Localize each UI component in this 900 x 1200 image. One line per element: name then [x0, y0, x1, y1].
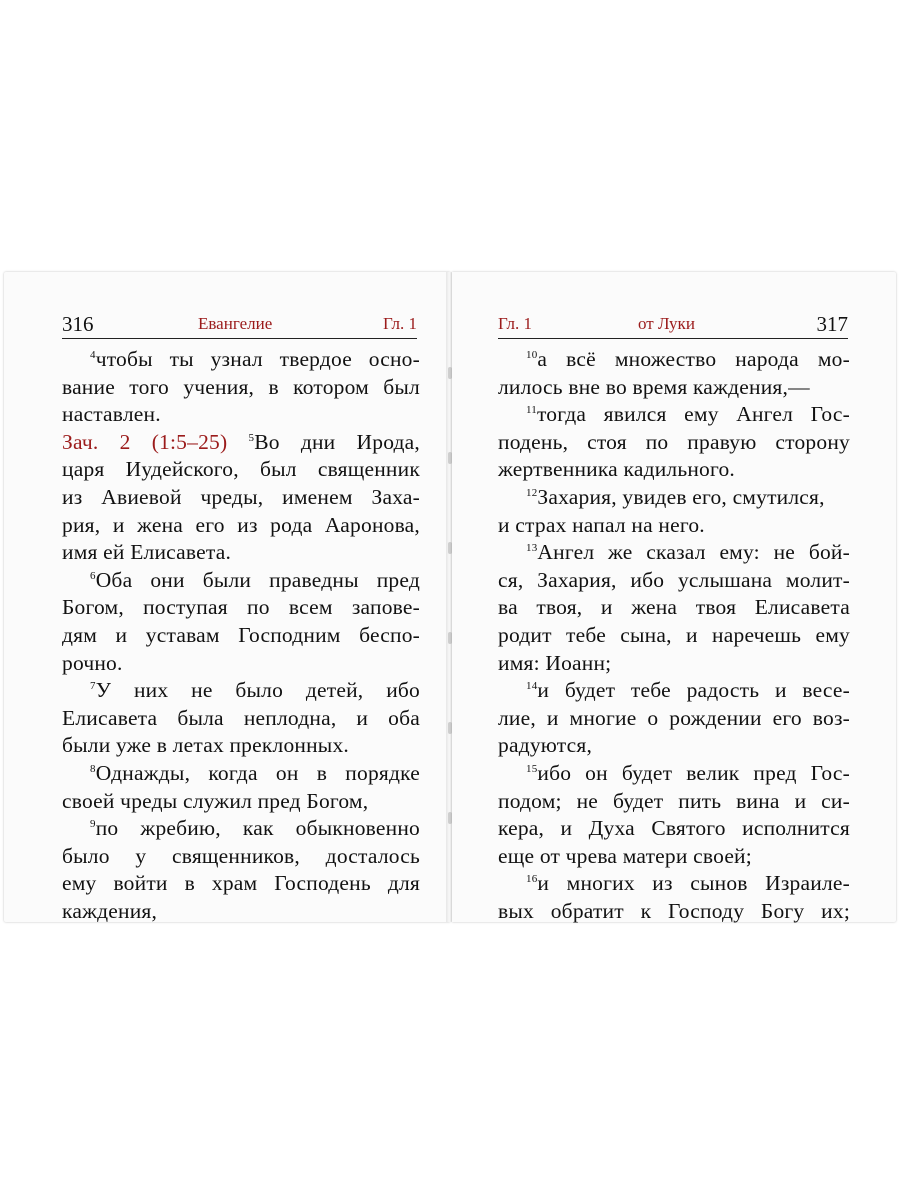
- verse-text: радуются,: [498, 733, 593, 758]
- text-line: [62, 374, 420, 402]
- verse-text: Во дни Ирода,: [254, 429, 420, 454]
- text-line: [62, 760, 420, 788]
- verse-number: 10: [526, 349, 538, 361]
- text-line: [62, 843, 420, 871]
- left-page: [4, 272, 450, 922]
- verse-text: ибо он будет велик пред Гос-: [537, 760, 850, 785]
- verse-text: лие, и многие о рождении его воз-: [498, 705, 850, 730]
- text-line: [498, 374, 850, 402]
- verse-text: имя: Иоанн;: [498, 650, 612, 675]
- text-line: [62, 484, 420, 512]
- verse-text: имя ей Елисавета.: [62, 540, 232, 565]
- text-line: [498, 870, 850, 898]
- verse-text: и многих из сынов Израиле-: [537, 871, 850, 896]
- text-line: [62, 539, 420, 567]
- verse-text: были уже в летах преклонных.: [62, 733, 349, 758]
- running-title: от Луки: [638, 314, 695, 333]
- verse-text: Ангел же сказал ему: не бой-: [537, 540, 850, 565]
- verse-text: подень, стоя по правую сторону: [498, 429, 850, 454]
- text-line: [498, 567, 850, 595]
- verse-text: жертвенника кадильного.: [498, 457, 736, 482]
- left-page-header: [62, 308, 417, 339]
- text-line: [498, 622, 850, 650]
- verse-number: 13: [526, 542, 538, 555]
- verse-text: своей чреды служил пред Богом,: [62, 788, 369, 813]
- verse-text: ва твоя, и жена твоя Елисавета: [498, 595, 850, 620]
- verse-text: чтобы ты узнал твердое осно-: [95, 347, 420, 371]
- text-line: [498, 705, 850, 733]
- right-page: [452, 272, 896, 922]
- text-line: [498, 346, 850, 374]
- text-line: [62, 870, 420, 898]
- verse-text: еще от чрева матери своей;: [498, 843, 752, 868]
- text-line: [498, 732, 850, 760]
- text-line: [62, 567, 420, 595]
- verse-text: тогда явился ему Ангел Гос-: [537, 402, 850, 427]
- zachalo-reading-label: Зач. 2 (1:5–25): [62, 429, 249, 454]
- text-line: [498, 429, 850, 457]
- verse-number: 12: [526, 486, 538, 499]
- text-line: [62, 788, 420, 816]
- verse-text: рочно.: [62, 650, 123, 675]
- page-number: 316: [62, 312, 94, 336]
- verse-text: дям и уставам Господним беспо-: [62, 622, 420, 647]
- text-line: [498, 594, 850, 622]
- page-number: 317: [816, 312, 848, 336]
- verse-number: 8: [90, 762, 96, 775]
- verse-text: кера, и Духа Святого исполнится: [498, 816, 850, 841]
- verse-text: а всё множество народа мо-: [537, 347, 850, 371]
- verse-text: Однажды, когда он в порядке: [95, 760, 420, 785]
- verse-text: царя Иудейского, был священник: [62, 457, 420, 482]
- verse-number: 16: [526, 873, 538, 886]
- verse-text: лилось вне во время каждения,—: [498, 374, 810, 399]
- verse-text: рия, и жена его из рода Ааронова,: [62, 512, 420, 537]
- text-line: [62, 622, 420, 650]
- verse-number: 4: [90, 349, 96, 361]
- text-line: [62, 650, 420, 678]
- text-line: [62, 815, 420, 843]
- text-line: [62, 429, 420, 457]
- text-line: [498, 539, 850, 567]
- verse-text: каждения,: [62, 898, 158, 923]
- verse-text: по жребию, как обыкновенно: [95, 816, 420, 841]
- verse-number: 9: [90, 818, 96, 831]
- text-line: [498, 456, 850, 484]
- verse-text: было у священников, досталось: [62, 843, 420, 868]
- verse-text: Захария, увидев его, смутился,: [537, 484, 825, 509]
- verse-text: Елисавета была неплодна, и оба: [62, 705, 420, 730]
- verse-text: наставлен.: [62, 402, 161, 427]
- verse-text: подом; не будет пить вина и си-: [498, 788, 850, 813]
- chapter-label: Гл. 1: [498, 314, 533, 333]
- right-page-header: [498, 308, 848, 339]
- text-line: [62, 898, 420, 926]
- text-line: [498, 788, 850, 816]
- verse-number: 11: [526, 404, 537, 417]
- text-line: [62, 346, 420, 374]
- text-line: [498, 512, 850, 540]
- verse-number: 14: [526, 680, 538, 693]
- verse-text: ему войти в храм Господень для: [62, 871, 420, 896]
- text-line: [62, 732, 420, 760]
- text-line: [62, 512, 420, 540]
- verse-number: 7: [90, 680, 96, 693]
- verse-text: У них не было детей, ибо: [95, 678, 420, 703]
- text-line: [498, 815, 850, 843]
- chapter-label: Гл. 1: [382, 314, 417, 333]
- text-line: [62, 401, 420, 429]
- verse-number: 6: [90, 569, 96, 582]
- verse-text: Оба они были праведны пред: [95, 567, 420, 592]
- text-line: [498, 843, 850, 871]
- text-line: [498, 677, 850, 705]
- verse-text: ся, Захария, ибо услышана молит-: [498, 567, 850, 592]
- right-page-text: [498, 346, 850, 925]
- verse-text: и страх напал на него.: [498, 512, 705, 537]
- text-line: [498, 484, 850, 512]
- verse-text: из Авиевой чреды, именем Заха-: [62, 484, 420, 509]
- text-line: [498, 898, 850, 926]
- verse-text: родит тебе сына, и наречешь ему: [498, 622, 850, 647]
- text-line: [498, 760, 850, 788]
- text-line: [62, 456, 420, 484]
- running-title: Евангелие: [198, 314, 273, 333]
- verse-number: 15: [526, 762, 538, 775]
- text-line: [62, 705, 420, 733]
- verse-text: Богом, поступая по всем запове-: [62, 595, 420, 620]
- verse-text: и будет тебе радость и весе-: [537, 678, 850, 703]
- open-book: [0, 272, 900, 930]
- text-line: [62, 677, 420, 705]
- text-line: [498, 650, 850, 678]
- text-line: [62, 594, 420, 622]
- text-line: [498, 401, 850, 429]
- verse-text: вых обратит к Господу Богу их;: [498, 898, 850, 923]
- verse-number: 5: [248, 431, 255, 444]
- verse-text: вание того учения, в котором был: [62, 374, 420, 399]
- left-page-text: [62, 346, 420, 925]
